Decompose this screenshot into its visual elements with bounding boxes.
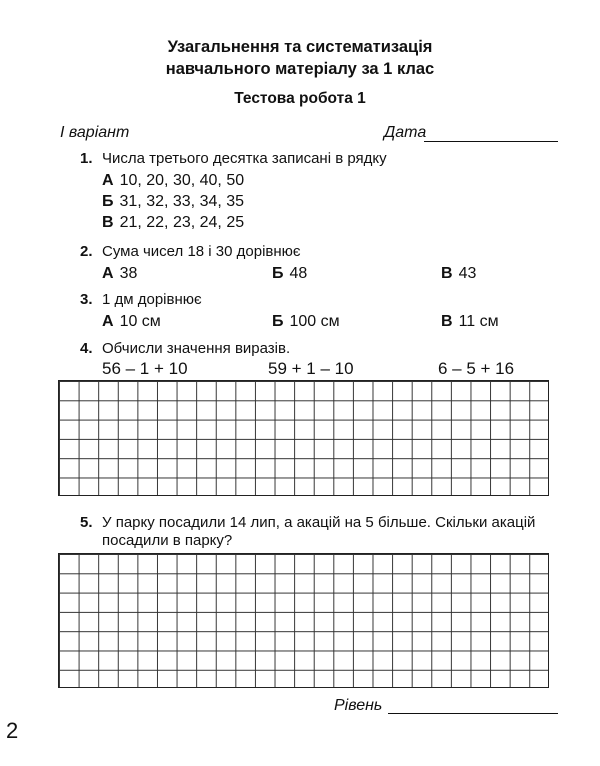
option-value: 31, 32, 33, 34, 35: [119, 193, 245, 210]
q2-text: Сума чисел 18 і 30 дорівнює: [102, 243, 301, 260]
q1-option-b[interactable]: [102, 193, 244, 211]
option-value: 43: [458, 265, 477, 282]
option-value: 10, 20, 30, 40, 50: [119, 172, 245, 189]
option-value: 38: [119, 265, 138, 282]
q4-expression-3: 6 – 5 + 16: [438, 359, 515, 378]
option-value: 21, 22, 23, 24, 25: [119, 214, 245, 231]
option-letter: А: [102, 172, 114, 189]
q4-text: Обчисли значення виразів.: [102, 340, 291, 357]
date-line[interactable]: [424, 141, 558, 142]
q2-option-b[interactable]: [272, 265, 307, 283]
q3-option-a[interactable]: [102, 313, 161, 331]
q2-option-a[interactable]: [102, 265, 137, 283]
q5-number: 5.: [80, 514, 93, 531]
q3-option-c[interactable]: [441, 313, 499, 331]
q1-option-c[interactable]: [102, 214, 244, 232]
q1-text: Числа третього десятка записані в рядку: [102, 150, 387, 167]
q1-number: 1.: [80, 150, 93, 167]
option-letter: А: [102, 313, 114, 330]
q3-number: 3.: [80, 291, 93, 308]
level-label: Рівень: [334, 697, 383, 714]
q5-answer-grid[interactable]: [58, 553, 549, 688]
option-value: 100 см: [289, 313, 340, 330]
option-letter: А: [102, 265, 114, 282]
option-letter: Б: [272, 313, 284, 330]
q3-option-b[interactable]: [272, 313, 340, 331]
option-letter: Б: [272, 265, 284, 282]
q4-number: 4.: [80, 340, 93, 357]
q2-option-c[interactable]: [441, 265, 476, 283]
option-letter: Б: [102, 193, 114, 210]
q1-option-a[interactable]: [102, 172, 244, 190]
option-value: 11 см: [458, 313, 499, 330]
q2-number: 2.: [80, 243, 93, 260]
q5-text-line-2: посадили в парку?: [102, 532, 233, 549]
test-subtitle: Тестова робота 1: [234, 90, 366, 107]
option-letter: В: [441, 313, 453, 330]
option-value: 10 см: [119, 313, 161, 330]
title-line-2: навчального матеріалу за 1 клас: [165, 60, 435, 78]
page-number: 2: [6, 718, 19, 743]
option-letter: В: [102, 214, 114, 231]
variant-label: I варіант: [60, 124, 130, 141]
level-line[interactable]: [388, 713, 558, 714]
option-letter: В: [441, 265, 453, 282]
date-label: Дата: [384, 124, 427, 141]
q4-expression-2: 59 + 1 – 10: [268, 359, 354, 378]
q4-answer-grid[interactable]: [58, 380, 549, 496]
q5-text-line-1: У парку посадили 14 лип, а акацій на 5 більше. Скільки акацій: [102, 514, 536, 531]
option-value: 48: [289, 265, 308, 282]
q4-expression-1: 56 – 1 + 10: [102, 359, 188, 378]
title-line-1: Узагальнення та систематизація: [167, 38, 433, 56]
q3-text: 1 дм дорівнює: [102, 291, 202, 308]
